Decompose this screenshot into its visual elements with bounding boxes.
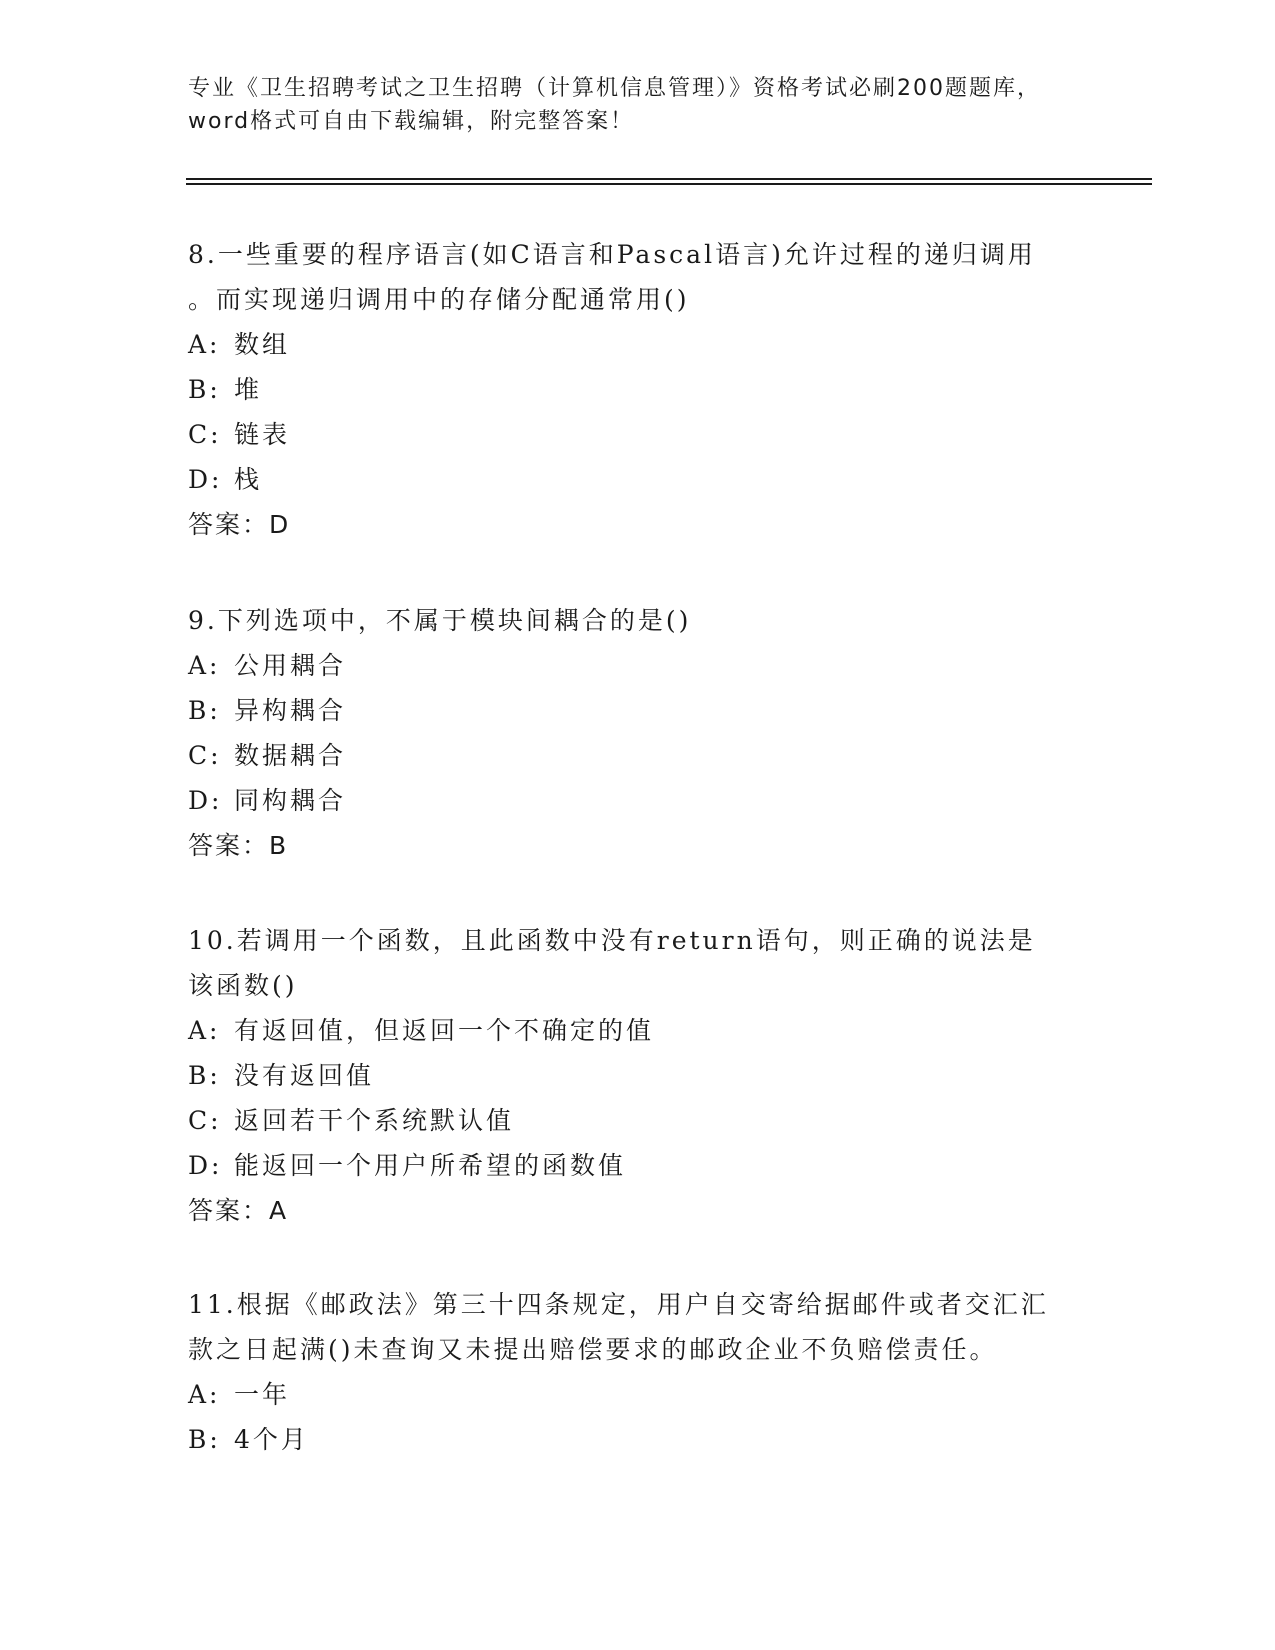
- option-b: [188, 1417, 1088, 1462]
- option-key: C:: [188, 420, 222, 449]
- option-d: [188, 457, 1088, 502]
- option-text: 一年: [234, 1380, 291, 1409]
- option-key: B:: [188, 1425, 221, 1454]
- answer: 答案：D: [188, 510, 291, 539]
- option-text: 栈: [234, 465, 263, 494]
- option-text: 异构耦合: [234, 696, 347, 725]
- option-key: A:: [188, 651, 221, 680]
- option-text: 没有返回值: [234, 1061, 375, 1090]
- question-text-line-2: 。而实现递归调用中的存储分配通常用(): [188, 285, 690, 314]
- header-divider-top: [186, 178, 1152, 180]
- option-key: A:: [188, 330, 221, 359]
- option-c: [188, 1098, 1088, 1143]
- option-b: [188, 688, 1088, 733]
- option-a: [188, 1008, 1088, 1053]
- option-text: 4个月: [234, 1425, 309, 1454]
- option-text: 返回若干个系统默认值: [234, 1106, 515, 1135]
- option-key: B:: [188, 696, 221, 725]
- option-key: D:: [188, 465, 223, 494]
- header-line-2: word格式可自由下载编辑，附完整答案！: [188, 109, 635, 134]
- option-text: 数据耦合: [234, 741, 347, 770]
- option-text: 数组: [234, 330, 291, 359]
- question-9: [188, 598, 1088, 868]
- option-text: 公用耦合: [234, 651, 347, 680]
- question-8: [188, 232, 1088, 547]
- question-10: [188, 918, 1088, 1233]
- question-text-line-2: 该函数(): [188, 971, 298, 1000]
- header-divider-bottom: [186, 183, 1152, 185]
- option-text: 有返回值，但返回一个不确定的值: [234, 1016, 655, 1045]
- question-text-line-1: 11.根据《邮政法》第三十四条规定，用户自交寄给据邮件或者交汇汇: [188, 1290, 1049, 1319]
- answer: 答案：B: [188, 831, 289, 860]
- question-text-line-1: 8.一些重要的程序语言(如C语言和Pascal语言)允许过程的递归调用: [188, 240, 1036, 269]
- option-a: [188, 1372, 1088, 1417]
- option-key: D:: [188, 1151, 223, 1180]
- option-a: [188, 643, 1088, 688]
- option-text: 同构耦合: [234, 786, 347, 815]
- question-text-line-1: 9.下列选项中，不属于模块间耦合的是(): [188, 606, 692, 635]
- option-d: [188, 778, 1088, 823]
- option-key: B:: [188, 1061, 221, 1090]
- option-key: A:: [188, 1016, 221, 1045]
- question-text-line-2: 款之日起满()未查询又未提出赔偿要求的邮政企业不负赔偿责任。: [188, 1335, 998, 1364]
- option-d: [188, 1143, 1088, 1188]
- option-key: D:: [188, 786, 223, 815]
- option-text: 能返回一个用户所希望的函数值: [234, 1151, 627, 1180]
- option-c: [188, 733, 1088, 778]
- option-key: A:: [188, 1380, 221, 1409]
- option-key: C:: [188, 741, 222, 770]
- question-11: [188, 1282, 1088, 1462]
- option-text: 链表: [234, 420, 291, 449]
- header-line-1: 专业《卫生招聘考试之卫生招聘（计算机信息管理）》资格考试必刷200题题库，: [188, 76, 1041, 101]
- option-b: [188, 367, 1088, 412]
- option-key: C:: [188, 1106, 222, 1135]
- option-a: [188, 322, 1088, 367]
- option-b: [188, 1053, 1088, 1098]
- document-header: [188, 72, 1088, 138]
- option-c: [188, 412, 1088, 457]
- question-text-line-1: 10.若调用一个函数，且此函数中没有return语句，则正确的说法是: [188, 926, 1036, 955]
- answer: 答案：A: [188, 1196, 289, 1225]
- option-key: B:: [188, 375, 221, 404]
- option-text: 堆: [234, 375, 263, 404]
